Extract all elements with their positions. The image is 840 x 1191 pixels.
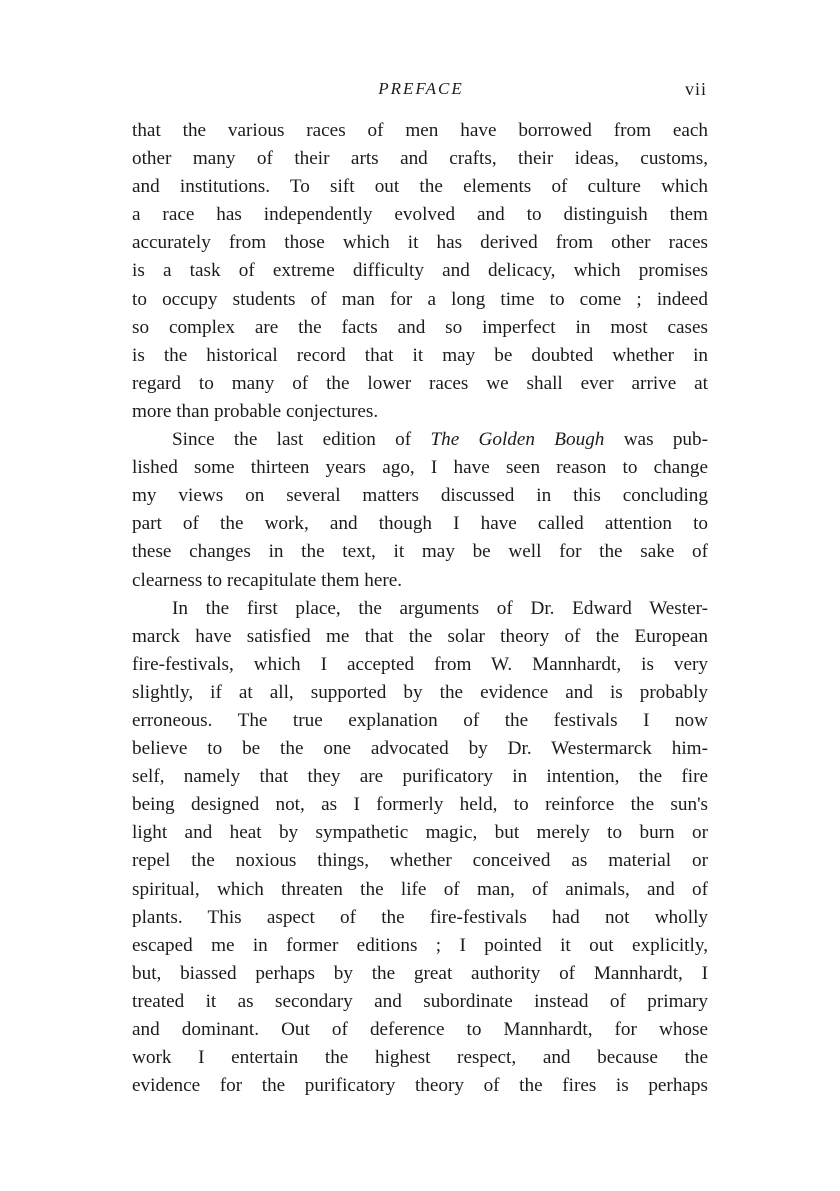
text-line: so complex are the facts and so imperfect in most cases <box>132 316 708 338</box>
running-title: PREFACE <box>378 79 464 98</box>
text-line: treated it as secondary and subordinate instead of primary <box>132 990 708 1012</box>
paragraph <box>132 595 708 1101</box>
text-line: a race has independently evolved and to distinguish them <box>132 204 708 226</box>
text-line: spiritual, which threaten the life of man, of animals, and of <box>132 878 708 900</box>
text-line: repel the noxious things, whether conceived as material or <box>132 850 708 872</box>
paragraph <box>132 426 708 595</box>
text-line: accurately from those which it has derived from other races <box>132 232 708 254</box>
text-line: erroneous. The true explanation of the festivals I now <box>132 709 708 731</box>
text-line: part of the work, and though I have called attention to <box>132 513 708 535</box>
paragraph <box>132 117 708 426</box>
text-line: is the historical record that it may be doubted whether in <box>132 344 708 366</box>
text-line: light and heat by sympathetic magic, but merely to burn or <box>132 822 708 844</box>
text-line: Since the last edition of The Golden Bough was pub- <box>172 429 708 451</box>
text-line: self, namely that they are purificatory in intention, the fire <box>132 766 708 788</box>
running-head <box>131 79 711 101</box>
text-line: plants. This aspect of the fire-festivals had not wholly <box>132 906 708 928</box>
page-number: vii <box>684 79 707 99</box>
text-line: evidence for the purificatory theory of the fires is perhaps <box>132 1075 708 1097</box>
text-line: other many of their arts and crafts, their ideas, customs, <box>132 148 708 170</box>
text-line: my views on several matters discussed in this concluding <box>132 485 708 507</box>
text-line: and dominant. Out of deference to Mannhardt, for whose <box>132 1019 708 1040</box>
text-line: slightly, if at all, supported by the evidence and is probably <box>132 681 708 703</box>
text-line: more than probable conjectures. <box>132 400 379 422</box>
text-line: lished some thirteen years ago, I have seen reason to change <box>132 457 708 479</box>
text-line: clearness to recapitulate them here. <box>132 569 403 591</box>
text-line: In the first place, the arguments of Dr. Edward Wester- <box>172 597 708 619</box>
text-line: to occupy students of man for a long time to come ; indeed <box>132 288 708 310</box>
text-line: but, biassed perhaps by the great authority of Mannhardt, I <box>132 962 708 984</box>
text-line: that the various races of men have borrowed from each <box>132 120 708 141</box>
book-title: The Golden Bough <box>430 429 605 451</box>
text-line: marck have satisfied me that the solar theory of the European <box>132 625 708 647</box>
text-line: work I entertain the highest respect, and because the <box>132 1047 708 1069</box>
text-line: fire-festivals, which I accepted from W. Mannhardt, is very <box>132 653 708 675</box>
text-line: escaped me in former editions ; I pointed it out explicitly, <box>132 934 708 956</box>
text-line: regard to many of the lower races we shall ever arrive at <box>132 372 708 394</box>
text-line: being designed not, as I formerly held, to reinforce the sun's <box>132 794 708 816</box>
text-line: and institutions. To sift out the elements of culture which <box>132 176 708 198</box>
body-text <box>132 117 708 1100</box>
text-line: believe to be the one advocated by Dr. Westermarck him- <box>132 738 708 760</box>
text-line: is a task of extreme difficulty and delicacy, which promises <box>132 260 708 282</box>
text-line: these changes in the text, it may be well for the sake of <box>132 541 708 563</box>
